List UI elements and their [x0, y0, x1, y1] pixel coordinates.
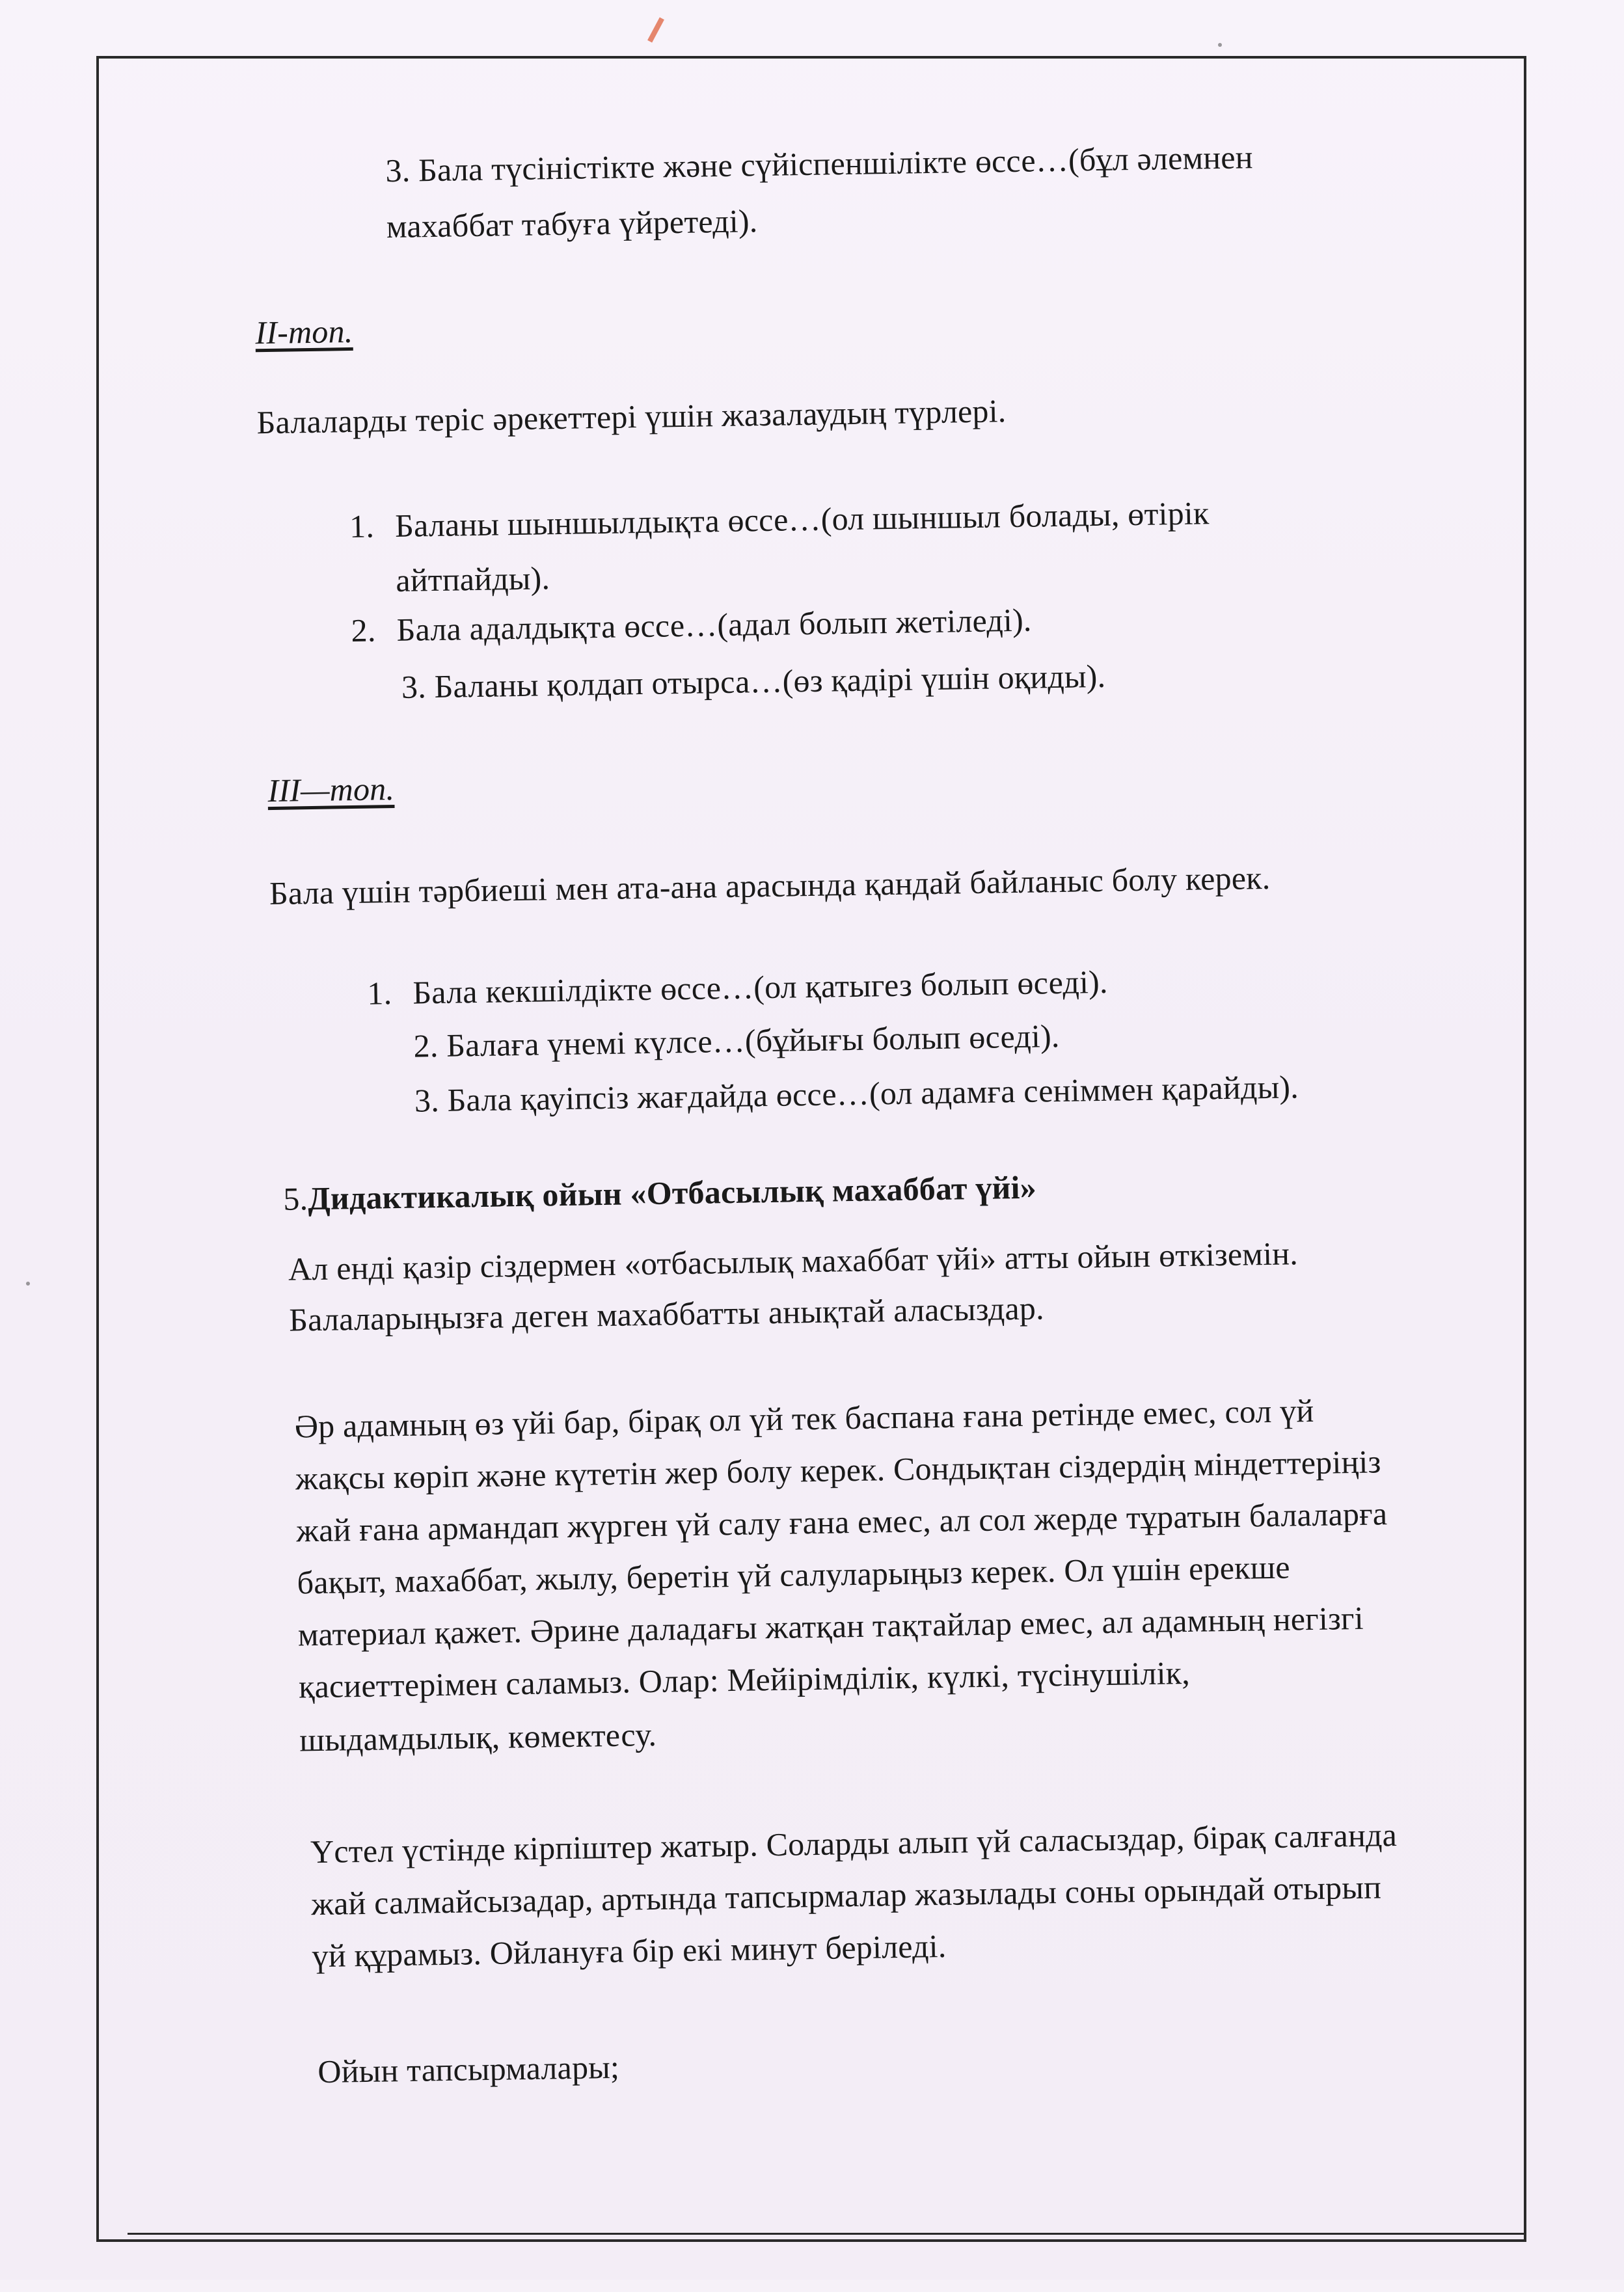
group3-item-2: 2. Балаға үнемі күлсе…(бұйығы болып өседі). — [413, 1018, 1060, 1064]
item-text: Бала кекшілдікте өссе…(ол қатыгез болып өседі). — [412, 963, 1109, 1011]
item-number: 2. — [351, 612, 376, 649]
para1-line-5: материал қажет. Әрине даладағы жатқан тақтайлар емес, ал адамның негізгі — [297, 1599, 1364, 1653]
section-title: Дидактикалық ойын «Отбасылық махаббат үйі» — [307, 1168, 1037, 1217]
para1-line-4: бақыт, махаббат, жылу, беретін үй салуларыңыз керек. Ол үшін ерекше — [297, 1548, 1291, 1601]
para1-line-7: шыдамдылық, көмектесу. — [299, 1716, 657, 1759]
para2-line-3: үй құрамыз. Ойлануға бір екі минут беріледі. — [312, 1927, 947, 1975]
top-item-line-1: 3. Бала түсіністікте және сүйіспеншілікте өссе…(бұл әлемнен — [385, 139, 1254, 189]
para2-line-2: жай салмайсызадар, артында тапсырмалар жазылады соны орындай отырып — [310, 1868, 1382, 1922]
tasks-label: Ойын тапсырмалары; — [317, 2048, 620, 2090]
intro-line-2: Балаларыңызға деген махаббатты анықтай аласыздар. — [288, 1289, 1045, 1338]
item-text: Бала адалдықта өссе…(адал болып жетіледі). — [396, 601, 1032, 648]
section5-heading — [283, 1168, 1036, 1219]
item-number: 1. — [349, 507, 375, 545]
item-text: Баланы шыншылдықта өссе…(ол шыншыл болады, өтірік — [394, 494, 1210, 544]
group2-item-3: 3. Баланы қолдап отырса…(өз қадірі үшін оқиды). — [401, 657, 1106, 705]
group2-item-2 — [351, 600, 1032, 650]
group3-item-3: 3. Бала қауіпсіз жағдайда өссе…(ол адамға сеніммен қарайды). — [414, 1068, 1299, 1119]
group2-item-1 — [349, 493, 1210, 546]
group3-heading: ІІІ—топ. — [267, 770, 395, 809]
group2-question: Балаларды теріс әрекеттері үшін жазалаудың түрлері. — [256, 392, 1007, 441]
group2-item-1-cont: айтпайды). — [395, 560, 550, 599]
para1-line-1: Әр адамның өз үйі бар, бірақ ол үй тек баспана ғана ретінде емес, сол үй — [294, 1392, 1314, 1445]
para1-line-3: жай ғана армандап жүрген үй салу ғана емес, ал сол жерде тұратын балаларға — [295, 1495, 1388, 1549]
item-number: 1. — [366, 975, 392, 1012]
group2-heading: ІІ-топ. — [254, 312, 353, 351]
section-number: 5. — [282, 1180, 308, 1217]
para2-line-1: Үстел үстінде кірпіштер жатыр. Соларды алып үй саласыздар, бірақ салғанда — [310, 1816, 1398, 1870]
para1-line-2: жақсы көріп және күтетін жер болу керек. Сондықтан сіздердің міндеттеріңіз — [295, 1443, 1381, 1497]
intro-line-1: Ал енді қазір сіздермен «отбасылық махаббат үйі» атты ойын өткіземін. — [288, 1235, 1299, 1288]
para1-line-6: қасиеттерімен саламыз. Олар: Мейірімділік, күлкі, түсінушілік, — [298, 1654, 1191, 1705]
group3-item-1 — [367, 962, 1108, 1013]
top-item-line-2: махаббат табуға үйретеді). — [386, 202, 758, 245]
group3-question: Бала үшін тәрбиеші мен ата-ана арасында қандай байланыс болу керек. — [269, 859, 1271, 912]
